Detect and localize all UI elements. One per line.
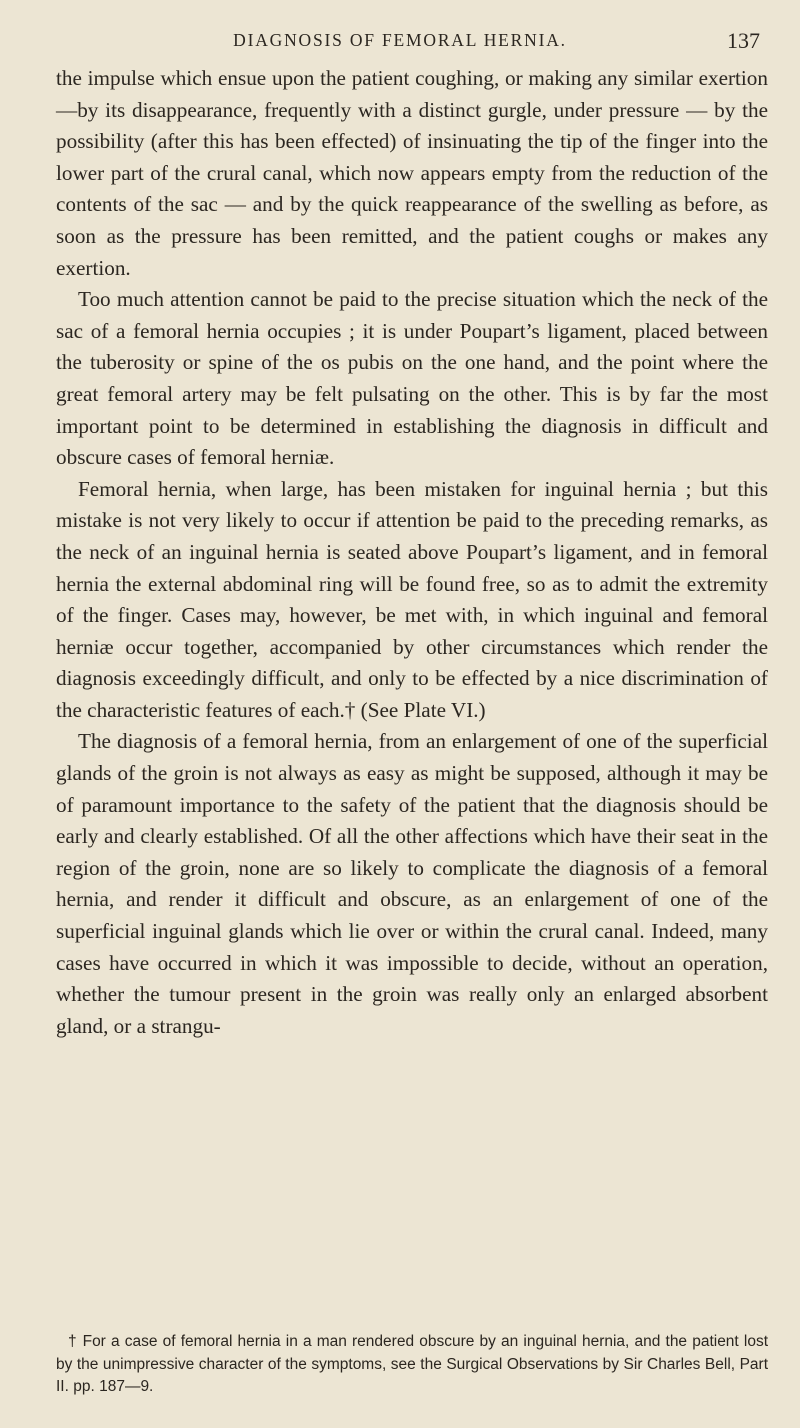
body-text (56, 63, 768, 1042)
page-number: 137 (727, 28, 760, 53)
footnote: † For a case of femoral hernia in a man rendered obscure by an inguinal hernia, and the patient lost by the unimpressive character of the symptoms, see the Surgical Observations by Sir Charles Bell, Part II. pp. 187—9. (56, 1333, 768, 1395)
paragraph: the impulse which ensue upon the patient coughing, or making any similar exertion—by its disappearance, frequently with a distinct gurgle, under pressure — by the possibility (after this has been effected) of insinuating the tip of the finger into the lower part of the crural canal, which now appears empty from the reduction of the contents of the sac — and by the quick reappearance of the swelling as before, as soon as the pressure has been remitted, and the patient coughs or makes any exertion. (56, 66, 768, 280)
paragraph: Femoral hernia, when large, has been mistaken for inguinal hernia ; but this mistake is not very likely to occur if attention be paid to the preceding remarks, as the neck of an inguinal hernia is seated above Poupart’s ligament, and in femoral hernia the external abdominal ring will be found free, so as to admit the extremity of the finger. Cases may, however, be met with, in which inguinal and femoral herniæ occur together, accompanied by other circumstances which render the diagnosis exceedingly difficult, and only to be effected by a nice discrimination of the characteristic features of each.† (See Plate VI.) (56, 476, 768, 722)
paragraph: The diagnosis of a femoral hernia, from an enlargement of one of the superficial glands of the groin is not always as easy as might be supposed, although it may be of paramount importance to the safety of the patient that the diagnosis should be early and clearly established. Of all the other affections which have their seat in the region of the groin, none are so likely to complicate the diagnosis of a femoral hernia, and render it difficult and obscure, as an enlargement of one of the superficial inguinal glands which lie over or within the crural canal. Indeed, many cases have occurred in which it was impossible to decide, without an operation, whether the tumour present in the groin was really only an enlarged absorbent gland, or a strangu- (56, 729, 768, 1038)
running-head: DIAGNOSIS OF FEMORAL HERNIA. (233, 30, 567, 50)
paragraph: Too much attention cannot be paid to the precise situation which the neck of the sac of a femoral hernia occupies ; it is under Poupart’s ligament, placed between the tuberosity or spine of the os pubis on the one hand, and the point where the great femoral artery may be felt pulsating on the other. This is by far the most important point to be determined in establishing the diagnosis in difficult and obscure cases of femoral herniæ. (56, 287, 768, 470)
page-header (0, 30, 800, 60)
